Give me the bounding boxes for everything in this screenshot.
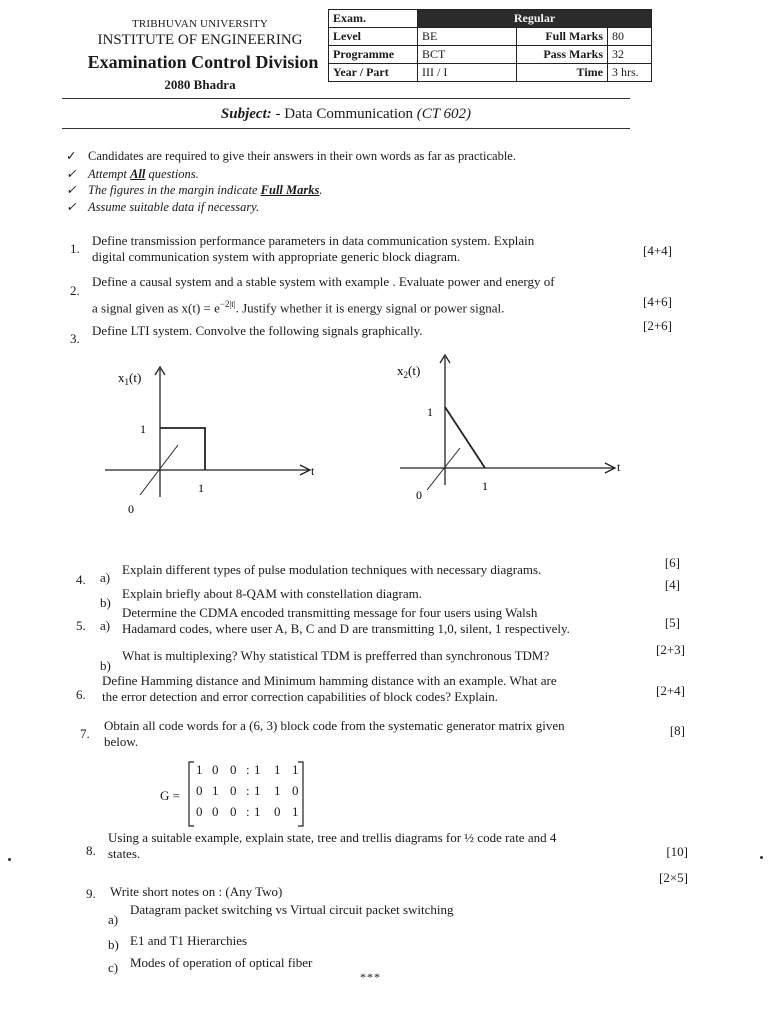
instruction-3 xyxy=(66,182,323,198)
y-tick-label: 1 xyxy=(427,405,433,419)
sub-question-letter: a) xyxy=(100,618,111,633)
matrix-cell: 0 xyxy=(196,783,203,798)
x-tick-label: 1 xyxy=(198,481,204,495)
programme-value: BCT xyxy=(418,46,517,64)
scan-speck xyxy=(760,856,763,859)
check-icon: ✓ xyxy=(66,200,77,214)
question-marks: [4+6] xyxy=(643,294,672,309)
pulse-signal xyxy=(160,428,205,470)
y-axis-label: $x_2(t)$ xyxy=(397,363,421,380)
y-tick-label: 1 xyxy=(140,422,146,436)
instruction-text: Candidates are required to give their answers in their own words as far as practicable. xyxy=(88,149,516,163)
sub-question-letter: b) xyxy=(100,658,111,673)
matrix-cell: 1 xyxy=(292,762,299,777)
instruction-emphasis: All xyxy=(130,167,146,181)
matrix-cell: 1 xyxy=(292,804,299,819)
question-2 xyxy=(92,274,637,316)
question-number: 6. xyxy=(76,687,86,702)
question-number: 2. xyxy=(70,283,80,298)
instruction-2 xyxy=(66,166,199,182)
subject-divider xyxy=(62,128,630,129)
university-name: TRIBHUVAN UNIVERSITY xyxy=(131,18,269,30)
question-1 xyxy=(92,233,632,265)
origin-label: 0 xyxy=(416,488,422,502)
matrix-row xyxy=(196,783,306,804)
question-text: Define a causal system and a stable system with example . Evaluate power and energy of xyxy=(92,274,555,289)
matrix-cell: 1 xyxy=(274,762,281,777)
matrix-row xyxy=(196,762,306,783)
level-value: BE xyxy=(418,28,517,46)
instruction-4 xyxy=(66,199,259,215)
x-axis-label: t xyxy=(311,464,315,478)
question-number: 7. xyxy=(80,726,90,741)
instruction-emphasis: Full Marks xyxy=(260,183,320,197)
signal-graph-x1 xyxy=(100,355,340,525)
full-marks-label: Full Marks xyxy=(517,28,608,46)
matrix-cell: 1 xyxy=(254,804,261,819)
matrix-cell: 1 xyxy=(212,783,219,798)
instruction-text: . xyxy=(319,183,323,197)
instruction-text: questions. xyxy=(145,167,199,181)
subject-line xyxy=(62,106,630,123)
matrix-cell: 0 xyxy=(230,804,237,819)
question-4b: Explain briefly about 8-QAM with constellation diagram. xyxy=(122,586,423,601)
instruction-text: Assume suitable data if necessary. xyxy=(88,200,260,214)
time-label: Time xyxy=(517,64,608,82)
question-6 xyxy=(102,673,647,705)
header-divider xyxy=(62,98,630,99)
question-number: 3. xyxy=(70,331,80,346)
question-marks: [6] xyxy=(664,555,680,570)
question-number: 1. xyxy=(70,241,80,256)
question-marks: [8] xyxy=(669,723,685,738)
matrix-cell: 0 xyxy=(292,783,299,798)
question-marks: [4+4] xyxy=(643,243,672,258)
question-text: Define transmission performance parameters in data communication system. Explain xyxy=(92,233,535,248)
question-9b: E1 and T1 Hierarchies xyxy=(130,933,248,948)
matrix-cell: 0 xyxy=(196,804,203,819)
question-marks: [2+3] xyxy=(656,642,685,657)
question-marks: [10] xyxy=(666,844,688,859)
matrix-cell: 1 xyxy=(254,783,261,798)
matrix-cell: 1 xyxy=(196,762,203,777)
year-part-label: Year / Part xyxy=(329,64,418,82)
question-marks: [4] xyxy=(664,577,680,592)
question-text: the error detection and error correction capabilities of block codes? Explain. xyxy=(102,689,498,704)
question-text: digital communication system with appropriate generic block diagram. xyxy=(92,249,461,264)
question-5a xyxy=(122,605,642,637)
matrix-cell: 0 xyxy=(212,804,219,819)
question-text: Using a suitable example, explain state, tree and trellis diagrams for ½ code rate and 4 xyxy=(108,830,557,845)
exam-value: Regular xyxy=(418,10,652,28)
question-number: 8. xyxy=(86,843,96,858)
subject-code: (CT 602) xyxy=(416,106,472,122)
matrix-cell: 0 xyxy=(230,762,237,777)
question-text: states. xyxy=(108,846,141,861)
sub-question-letter: c) xyxy=(108,960,119,975)
sub-question-letter: a) xyxy=(108,912,119,927)
origin-stroke xyxy=(427,448,460,490)
question-marks: [2+6] xyxy=(643,318,672,333)
question-number: 9. xyxy=(86,886,96,901)
question-marks: [2+4] xyxy=(656,683,685,698)
question-5b: What is multiplexing? Why statistical TDM is prefferred than synchronous TDM? xyxy=(122,648,550,663)
question-text: Determine the CDMA encoded transmitting message for four users using Walsh xyxy=(122,605,538,620)
y-axis-label: $x_1(t)$ xyxy=(118,370,142,387)
question-marks: [5] xyxy=(664,615,680,630)
matrix-cell: 0 xyxy=(274,804,281,819)
exponent: −2|t| xyxy=(219,299,236,309)
institute-name: INSTITUTE OF ENGINEERING xyxy=(97,32,303,48)
matrix-cell: : xyxy=(246,762,250,777)
check-icon: ✓ xyxy=(66,167,77,181)
signal-graph-x2 xyxy=(385,345,645,515)
x-tick-label: 1 xyxy=(482,479,488,493)
question-3: Define LTI system. Convolve the following signals graphically. xyxy=(92,323,423,338)
scan-speck xyxy=(8,858,11,861)
programme-label: Programme xyxy=(329,46,418,64)
question-4a: Explain different types of pulse modulation techniques with necessary diagrams. xyxy=(122,562,542,577)
time-value: 3 hrs. xyxy=(608,64,652,82)
exam-date: 2080 Bhadra xyxy=(164,77,236,92)
x-axis-label: t xyxy=(617,460,621,474)
matrix-cell: 1 xyxy=(274,783,281,798)
matrix-cell: 0 xyxy=(230,783,237,798)
full-marks-value: 80 xyxy=(608,28,652,46)
exam-label: Exam. xyxy=(329,10,418,28)
instruction-text: The figures in the margin indicate xyxy=(88,183,261,197)
question-number: 5. xyxy=(76,618,86,633)
matrix-label: G = xyxy=(160,788,180,803)
question-8 xyxy=(108,830,648,862)
origin-label: 0 xyxy=(128,502,134,516)
matrix-cell: : xyxy=(246,804,250,819)
question-text: Obtain all code words for a (6, 3) block code from the systematic generator matrix given xyxy=(104,718,565,733)
sub-question-letter: b) xyxy=(108,937,119,952)
level-label: Level xyxy=(329,28,418,46)
question-marks: [2×5] xyxy=(659,870,688,885)
subject-name: - Data Communication xyxy=(275,106,413,122)
sub-question-letter: a) xyxy=(100,570,111,585)
question-7 xyxy=(104,718,649,750)
question-9a: Datagram packet switching vs Virtual circuit packet switching xyxy=(130,902,454,917)
check-icon: ✓ xyxy=(66,183,77,197)
end-marker: *** xyxy=(360,970,381,984)
matrix-cell: : xyxy=(246,783,250,798)
instruction-1 xyxy=(66,148,516,164)
matrix-grid xyxy=(196,762,306,825)
question-text: a signal given as x(t) = e xyxy=(92,300,220,316)
question-number: 4. xyxy=(76,572,86,587)
pass-marks-value: 32 xyxy=(608,46,652,64)
question-9: Write short notes on : (Any Two) xyxy=(110,884,283,899)
question-text: Define Hamming distance and Minimum hamming distance with an example. What are xyxy=(102,673,557,688)
sub-question-letter: b) xyxy=(100,595,111,610)
check-icon: ✓ xyxy=(66,149,77,163)
question-9c: Modes of operation of optical fiber xyxy=(130,955,313,970)
matrix-cell: 1 xyxy=(254,762,261,777)
question-text: below. xyxy=(104,734,139,749)
matrix-row xyxy=(196,804,306,825)
question-text: Hadamard codes, where user A, B, C and D are transmitting 1,0, silent, 1 respectively. xyxy=(122,621,570,636)
division-name: Examination Control Division xyxy=(87,52,319,72)
instruction-text: Attempt xyxy=(88,167,131,181)
pass-marks-label: Pass Marks xyxy=(517,46,608,64)
matrix-cell: 0 xyxy=(212,762,219,777)
year-part-value: III / I xyxy=(418,64,517,82)
question-text: . Justify whether it is energy signal or power signal. xyxy=(235,300,505,316)
subject-label: Subject: xyxy=(220,106,272,122)
exam-info-table xyxy=(328,9,652,82)
